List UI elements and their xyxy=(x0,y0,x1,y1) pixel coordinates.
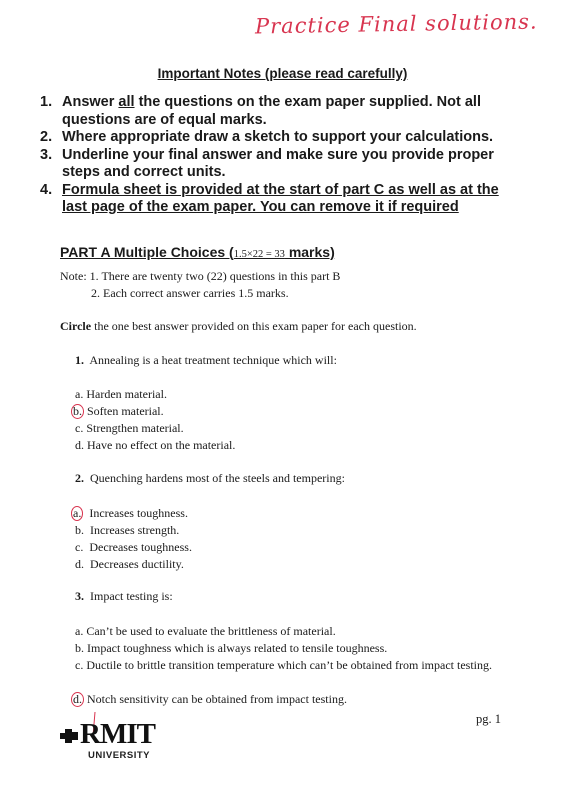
note-item xyxy=(40,147,510,182)
logo-subtitle: UNIVERSITY xyxy=(88,750,151,761)
option-selected: a. Increases toughness. xyxy=(73,506,188,520)
rmit-pixel-icon xyxy=(60,728,78,744)
note-number: 3. xyxy=(40,146,53,163)
note-number: 2. xyxy=(40,129,53,145)
option: c. Strengthen material. xyxy=(75,421,184,435)
option: a. Harden material. xyxy=(75,387,167,401)
question-2: 2. Quenching hardens most of the steels and tempering: xyxy=(75,471,345,485)
option: d. Decreases ductility. xyxy=(75,557,184,571)
note-number: 1. xyxy=(40,94,53,110)
page-number: pg. 1 xyxy=(476,712,501,726)
option: b. Increases strength. xyxy=(75,523,180,537)
note-item xyxy=(40,182,510,217)
emphasis-all: all xyxy=(118,94,135,110)
note-text: Underline your final answer and make sure you provide proper steps and correct units. xyxy=(62,146,494,180)
option: c. Ductile to brittle transition temperature which can’t be obtained from impact testing. xyxy=(75,658,492,672)
option: a. Can’t be used to evaluate the brittleness of material. xyxy=(75,624,336,638)
note-text: Where appropriate draw a sketch to support your calculations. xyxy=(62,129,494,145)
note-text: Answer all the questions on the exam paper supplied. Not all questions are of equal marks. xyxy=(62,94,481,128)
option: b. Impact toughness which is always related to tensile toughness. xyxy=(75,641,388,655)
handwritten-title: Practice Final solutions. xyxy=(254,9,538,39)
option: d. Have no effect on the material. xyxy=(75,438,236,452)
note-text: Formula sheet is provided at the start of part C as well as at the last page of the exam paper. You can remove it if required xyxy=(62,181,499,215)
answer-circle: b. xyxy=(73,404,82,418)
important-notes-list xyxy=(40,94,510,217)
note-item xyxy=(40,129,510,147)
instruction: Circle the one best answer provided on this exam paper for each question. xyxy=(60,319,417,333)
question-3: 3. Impact testing is: xyxy=(75,589,173,603)
note-item xyxy=(40,94,510,129)
part-a-note: Note: 1. There are twenty two (22) questions in this part B 2. Each correct answer carries 1.5 marks. xyxy=(60,269,341,300)
answer-circle: a. xyxy=(73,506,82,520)
option: c. Decreases toughness. xyxy=(75,540,192,554)
marks-formula: 1.5×22 = 33 xyxy=(233,249,285,260)
part-a-heading: PART A Multiple Choices (1.5×22 = 33 marks) xyxy=(60,244,335,260)
answer-circle: d. xyxy=(73,692,82,706)
question-1: 1. Annealing is a heat treatment technique which will: xyxy=(75,353,337,367)
note-number: 4. xyxy=(40,181,53,198)
option-selected: d. Notch sensitivity can be obtained from impact testing. xyxy=(73,692,347,706)
logo-wordmark: RMIT xyxy=(80,718,155,750)
option-selected: b. Soften material. xyxy=(73,404,164,418)
notes-title: Important Notes (please read carefully) xyxy=(157,66,408,81)
